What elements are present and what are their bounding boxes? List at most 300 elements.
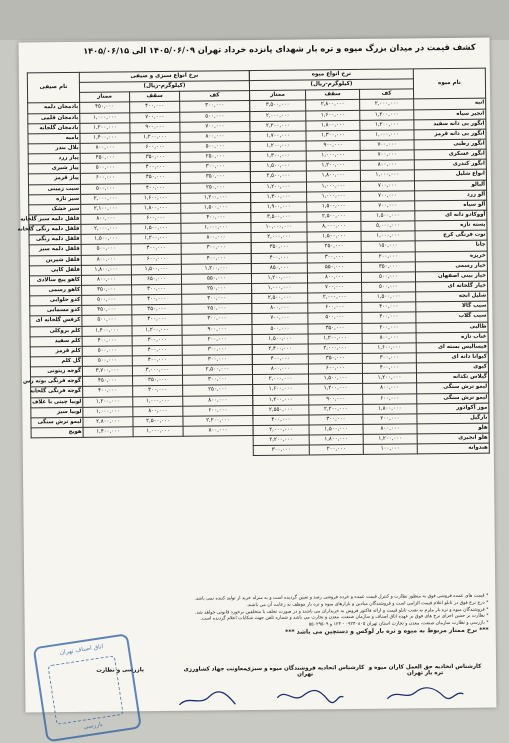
note-premium: *** نرخ ممتاز مربوط به میوه و تره بار لوکس و دستچین می باشد *** [285, 626, 489, 636]
item-name-cell: شلیل انجه [416, 291, 488, 302]
signature-scribble-left [175, 690, 245, 709]
price-premium-cell: ۱,۸۰۰,۰۰۰ [81, 264, 131, 275]
price-min-cell: ۳۰۰,۰۰۰ [182, 294, 252, 305]
price-premium-cell: ۸۰۰,۰۰۰ [252, 364, 308, 375]
item-name-cell: کدو مسمایی [30, 306, 82, 317]
price-premium-cell: ۱,۲۰۰,۰۰۰ [253, 394, 309, 405]
price-premium-cell: ۵۰۰,۰۰۰ [82, 315, 132, 326]
price-max-cell: ۳۵۰,۰۰۰ [130, 152, 180, 163]
price-min-cell: ۲۵۰,۰۰۰ [183, 385, 253, 396]
item-name-cell: انگور بی دانه سفید [414, 119, 486, 130]
item-name-cell: سیر تازه [29, 194, 81, 205]
notes-section [32, 594, 488, 640]
price-max-cell: ۴۰۰,۰۰۰ [131, 183, 181, 194]
signature-title-far-left: بازرسی و نظارت [96, 667, 144, 674]
price-min-cell: ۵۰۰,۰۰۰ [362, 282, 416, 293]
price-min-cell: ۷۰۰,۰۰۰ [180, 121, 250, 132]
price-min-cell: ۵۰۰,۰۰۰ [180, 142, 250, 153]
table-row [31, 425, 253, 437]
price-premium-cell: ۲,۰۰۰,۰۰۰ [251, 232, 307, 243]
item-name-cell: فلفل دلمه رنگی [29, 235, 81, 246]
price-premium-cell: ۱,۳۰۰,۰۰۰ [250, 151, 306, 162]
item-name-cell: نارگیل [417, 413, 489, 424]
item-name-cell: کلم قرمز [30, 346, 82, 357]
price-max-cell: ۶۰۰,۰۰۰ [130, 142, 180, 153]
price-premium-cell: ۲,۰۰۰,۰۰۰ [250, 111, 306, 122]
price-max-cell: ۱,۵۰۰,۰۰۰ [307, 201, 361, 212]
item-name-cell: کاهو رسمی [30, 285, 82, 296]
price-min-cell: ۲۵۰,۰۰۰ [181, 182, 251, 193]
price-max-cell: ۱,۵۰۰,۰۰۰ [131, 223, 181, 234]
item-name-cell: انواع شلیل [414, 169, 486, 180]
item-name-cell: خیار گلخانه ای [416, 281, 488, 292]
fruit-min-header: کف [360, 89, 414, 100]
note-line: * بازرسی و نظارت سازمان صنعت، معدن و تجارت استان تهران ۰۹۲۴۰۸۰۵ - ۱۲۴ و ۵۵۰۲۹۵۰۹ [308, 620, 489, 628]
price-max-cell: ۱,۸۰۰,۰۰۰ [131, 203, 181, 214]
note-line: * درج نرخ فوق در تابلو اعلام قیمت الزامی است و فروشندگان میادین و بازارهای میوه و تره بار موظف به رعایت آن می باشند. [246, 600, 489, 608]
price-premium-cell: ۲,۵۰۰,۰۰۰ [252, 293, 308, 304]
price-max-cell: ۴۰۰,۰۰۰ [130, 163, 180, 174]
price-min-cell: ۲,۲۰۰,۰۰۰ [183, 415, 253, 426]
price-premium-cell: ۱,۷۰۰,۰۰۰ [250, 131, 306, 142]
price-max-cell: ۶۵۰,۰۰۰ [131, 274, 181, 285]
price-min-cell: ۱,۵۰۰,۰۰۰ [361, 211, 415, 222]
price-max-cell: ۴۵۰,۰۰۰ [130, 173, 180, 184]
price-min-cell: ۱,۰۰۰,۰۰۰ [361, 231, 415, 242]
price-min-cell: ۲۰۰,۰۰۰ [361, 251, 415, 262]
price-premium-cell: ۲,۴۰۰,۰۰۰ [252, 344, 308, 355]
item-name-cell: سیب گالا [416, 301, 488, 312]
price-min-cell: ۹۰۰,۰۰۰ [182, 324, 252, 335]
price-premium-cell: ۲,۱۰۰,۰۰۰ [81, 204, 131, 215]
price-min-cell: ۲۵۰,۰۰۰ [180, 152, 250, 163]
price-max-cell: ۱,۲۰۰,۰۰۰ [308, 333, 362, 344]
price-premium-cell: ۳۵۰,۰۰۰ [251, 242, 307, 253]
price-max-cell: ۶۰۰,۰۰۰ [131, 254, 181, 265]
price-premium-cell: ۴۵۰,۰۰۰ [80, 102, 130, 113]
price-premium-cell: ۱,۲۰۰,۰۰۰ [80, 123, 130, 134]
price-max-cell: ۲,۸۰۰,۰۰۰ [306, 100, 360, 111]
signature-title-middle: کارشناس اتحادیه فروشندگان میوه و سبزی تهران [245, 664, 365, 678]
price-max-cell: ۱,۵۰۰,۰۰۰ [309, 424, 363, 435]
price-min-cell: ۳۰۰,۰۰۰ [182, 344, 252, 355]
price-premium-cell: ۴۰۰,۰۰۰ [253, 415, 309, 426]
price-min-cell: ۲,۵۰۰,۰۰۰ [182, 365, 252, 376]
price-max-cell: ۴۰۰,۰۰۰ [132, 345, 182, 356]
price-premium-cell: ۸۰۰,۰۰۰ [81, 214, 131, 225]
price-max-cell: ۱,۲۰۰,۰۰۰ [306, 161, 360, 172]
item-name-cell: انگور بی دانه قرمز [414, 129, 486, 140]
price-max-cell: ۳۵۰,۰۰۰ [308, 323, 362, 334]
item-name-cell: بادمجان دلمه [28, 103, 80, 114]
item-name-cell: پیاز شیری [28, 164, 80, 175]
veg-unit-header: (کیلوگرم-ریال) [79, 81, 249, 93]
price-max-cell: ۳۰۰,۰۰۰ [133, 386, 183, 397]
price-premium-cell: ۲,۰۰۰,۰۰۰ [252, 374, 308, 385]
item-name-cell: فلفل شیرین [29, 255, 81, 266]
item-name-cell: انگور عسکری [414, 149, 486, 160]
item-name-cell: انجیر سیاه [414, 109, 486, 120]
price-premium-cell: ۱,۴۰۰,۰۰۰ [80, 133, 130, 144]
price-min-cell: ۱,۶۰۰,۰۰۰ [362, 343, 416, 354]
item-name-cell: آووکادو دانه ای [415, 210, 487, 221]
price-premium-cell: ۴۰۰,۰۰۰ [83, 386, 133, 397]
item-name-cell: خیار بینی اصفهان [415, 271, 487, 282]
table-row [253, 443, 489, 456]
price-max-cell: ۹۰۰,۰۰۰ [306, 140, 360, 151]
item-name-cell: سیب زمینی [28, 184, 80, 195]
item-name-cell: بادمجان گلخانه [28, 123, 80, 134]
item-name-cell: کدو حلوایی [30, 295, 82, 306]
price-min-cell: ۱,۵۰۰,۰۰۰ [181, 202, 251, 213]
item-name-cell: بامیه [28, 133, 80, 144]
price-premium-cell: ۱,۰۰۰,۰۰۰ [83, 406, 133, 417]
price-premium-cell: ۳۰۰,۰۰۰ [253, 445, 309, 456]
price-max-cell: ۱,۲۰۰,۰۰۰ [131, 234, 181, 245]
price-min-cell: ۸۰۰,۰۰۰ [363, 383, 417, 394]
document-title: کشف قیمت در میدان بزرگ میوه و تره بار شهدای پانزده خرداد تهران ۱۴۰۵/۰۶/۰۹ الی ۱۴۰۵/۰۶/۱۵ [83, 41, 476, 56]
item-name-cell: کاهو پیچ سالادی [29, 275, 81, 286]
price-max-cell: ۸۰۰,۰۰۰ [133, 406, 183, 417]
price-min-cell: ۳۰۰,۰۰۰ [183, 375, 253, 386]
price-min-cell: ۱,۲۰۰,۰۰۰ [360, 120, 414, 131]
price-max-cell: ۱,۲۰۰,۰۰۰ [130, 132, 180, 143]
item-name-cell: لیمو ترش سنگی [417, 393, 489, 404]
item-name-cell: لوبیا سبز [31, 407, 83, 418]
fruit-premium-header: ممتاز [250, 90, 306, 101]
price-min-cell: ۱,۸۰۰,۰۰۰ [363, 403, 417, 414]
item-name-cell: فلفل دلمه سبز [29, 245, 81, 256]
item-name-cell: آلو زرد [415, 190, 487, 201]
price-min-cell: ۱,۰۰۰,۰۰۰ [181, 223, 251, 234]
note-line: * فروشندگان میوه و تره بار ملزم به نصب تابلو قیمت و ارائه فاکتور فروش به خریداران می باشند و در صورت تخلف با متخلفین برخورد قانونی خواهد شد. [194, 607, 489, 616]
price-min-cell: ۳۰۰,۰۰۰ [180, 162, 250, 173]
price-min-cell: ۳۰۰,۰۰۰ [181, 243, 251, 254]
price-premium-cell: ۱,۲۰۰,۰۰۰ [83, 396, 133, 407]
item-name-cell: هلو [417, 423, 489, 434]
fruit-max-header: سقف [306, 90, 360, 101]
price-premium-cell: ۵۰۰,۰۰۰ [81, 244, 131, 255]
veg-premium-header: ممتاز [80, 92, 130, 103]
item-name-cell: خربزه [415, 251, 487, 262]
stamp-inner-frame [47, 655, 123, 724]
signature-title-left: معاونت جهاد کشاورزی [183, 666, 247, 673]
item-name-cell: فلفل کاپی [29, 265, 81, 276]
price-max-cell: ۴۰۰,۰۰۰ [132, 355, 182, 366]
price-max-cell: ۲۵۰,۰۰۰ [307, 242, 361, 253]
price-min-cell: ۱۵۰,۰۰۰ [361, 241, 415, 252]
item-name-cell: پسته تازه [415, 220, 487, 231]
price-max-cell: ۱,۲۰۰,۰۰۰ [132, 325, 182, 336]
price-min-cell: ۵۵۰,۰۰۰ [181, 273, 251, 284]
price-premium-cell: ۲,۲۰۰,۰۰۰ [253, 435, 309, 446]
price-max-cell: ۱,۸۰۰,۰۰۰ [306, 171, 360, 182]
price-premium-cell: ۱,۲۰۰,۰۰۰ [251, 273, 307, 284]
price-premium-cell: ۷۰۰,۰۰۰ [252, 313, 308, 324]
price-max-cell: ۱,۶۰۰,۰۰۰ [306, 110, 360, 121]
price-premium-cell: ۱,۴۰۰,۰۰۰ [82, 325, 132, 336]
price-min-cell: ۴۰۰,۰۰۰ [362, 302, 416, 313]
price-min-cell: ۵,۰۰۰,۰۰۰ [361, 221, 415, 232]
price-max-cell: ۳,۰۰۰,۰۰۰ [132, 365, 182, 376]
item-name-cell: فیسالیس بسته ای [416, 342, 488, 353]
price-min-cell: ۱,۰۰۰,۰۰۰ [360, 170, 414, 181]
fruit-price-table [249, 68, 490, 457]
price-min-cell: ۲۵۰,۰۰۰ [182, 304, 252, 315]
price-premium-cell: ۵۰۰,۰۰۰ [80, 163, 130, 174]
veg-max-header: سقف [130, 92, 180, 103]
price-min-cell: ۲۵۰,۰۰۰ [182, 284, 252, 295]
price-min-cell: ۱,۲۰۰,۰۰۰ [181, 263, 251, 274]
price-max-cell: ۲,۲۰۰,۰۰۰ [309, 404, 363, 415]
fruit-name-header: نام میوه [413, 68, 485, 99]
item-name-cell: پیاز قرمز [28, 174, 80, 185]
price-max-cell: ۴۰۰,۰۰۰ [132, 315, 182, 326]
price-max-cell: ۱,۸۰۰,۰۰۰ [309, 434, 363, 445]
price-max-cell: ۸۰۰,۰۰۰ [307, 272, 361, 283]
price-min-cell: ۷۰۰,۰۰۰ [361, 191, 415, 202]
price-max-cell: ۳۰۰,۰۰۰ [132, 284, 182, 295]
item-name-cell: خیار رسمی [415, 261, 487, 272]
price-premium-cell: ۸۵۰,۰۰۰ [251, 263, 307, 274]
price-min-cell: ۱,۲۰۰,۰۰۰ [181, 192, 251, 203]
price-max-cell: ۶۰۰,۰۰۰ [131, 213, 181, 224]
price-max-cell: ۴۰۰,۰۰۰ [130, 102, 180, 113]
price-premium-cell: ۱,۵۰۰,۰۰۰ [252, 334, 308, 345]
price-premium-cell: ۲,۰۰۰,۰۰۰ [81, 194, 131, 205]
price-max-cell: ۱,۸۰۰,۰۰۰ [306, 120, 360, 131]
price-max-cell: ۳۵۰,۰۰۰ [308, 353, 362, 364]
signature-scribble-right [385, 686, 465, 703]
price-premium-cell: ۱,۳۰۰,۰۰۰ [251, 192, 307, 203]
price-premium-cell: ۲,۰۰۰,۰۰۰ [81, 224, 131, 235]
price-max-cell: ۹۰۰,۰۰۰ [309, 394, 363, 405]
price-min-cell: ۳۰۰,۰۰۰ [182, 354, 252, 365]
price-min-cell: ۳۰۰,۰۰۰ [180, 101, 250, 112]
item-name-cell: گل کلم [30, 356, 82, 367]
price-premium-cell: ۱,۲۰۰,۰۰۰ [250, 141, 306, 152]
item-name-cell: انگور رطبی [414, 139, 486, 150]
price-max-cell: ۱,۲۰۰,۰۰۰ [309, 384, 363, 395]
price-min-cell: ۳۰۰,۰۰۰ [362, 312, 416, 323]
item-name-cell: کرفس گلخانه ای [30, 316, 82, 327]
signature-scribble-middle [275, 687, 345, 704]
item-name-cell: طالبی [416, 322, 488, 333]
price-premium-cell: ۵۰۰,۰۰۰ [82, 356, 132, 367]
price-min-cell: ۷۰۰,۰۰۰ [360, 180, 414, 191]
price-max-cell: ۸,۰۰۰,۰۰۰ [307, 222, 361, 233]
photo-background-top [0, 0, 509, 40]
price-premium-cell: ۲,۸۰۰,۰۰۰ [83, 417, 133, 428]
price-min-cell: ۷۰۰,۰۰۰ [360, 150, 414, 161]
item-name-cell: فلفل دلمه سبز گلخانه [29, 214, 81, 225]
item-name-cell: فلفل دلمه رنگی گلخانه [29, 224, 81, 235]
price-min-cell: ۱,۵۰۰,۰۰۰ [362, 292, 416, 303]
price-premium-cell: ۸۰۰,۰۰۰ [81, 254, 131, 265]
price-min-cell: ۸۰۰,۰۰۰ [360, 160, 414, 171]
item-name-cell: عناب تازه [416, 332, 488, 343]
item-name-cell: گوجه فرنگی گلخانه [31, 387, 83, 398]
item-name-cell: جانا [415, 240, 487, 251]
price-premium-cell: ۴۰۰,۰۰۰ [82, 335, 132, 346]
price-premium-cell: ۱,۴۰۰,۰۰۰ [83, 427, 133, 438]
item-name-cell: کیوانا دانه ای [416, 352, 488, 363]
price-premium-cell: ۱,۲۰۰,۰۰۰ [250, 182, 306, 193]
price-premium-cell: ۴۰۰,۰۰۰ [251, 253, 307, 264]
price-premium-cell: ۸۰۰,۰۰۰ [252, 303, 308, 314]
price-min-cell: ۴۰۰,۰۰۰ [181, 253, 251, 264]
price-premium-cell: ۵۰۰,۰۰۰ [82, 295, 132, 306]
price-max-cell: ۱,۵۰۰,۰۰۰ [307, 232, 361, 243]
price-min-cell: ۱۰۰,۰۰۰ [363, 444, 417, 455]
item-name-cell: موز آکوادور [417, 403, 489, 414]
price-premium-cell: ۱,۶۰۰,۰۰۰ [253, 384, 309, 395]
price-min-cell: ۱,۰۰۰,۰۰۰ [360, 130, 414, 141]
price-premium-cell: ۳,۵۰۰,۰۰۰ [251, 212, 307, 223]
item-name-cell: کلم بروکلی [30, 326, 82, 337]
price-premium-cell: ۲,۵۵۰,۰۰۰ [253, 405, 309, 416]
price-max-cell: ۳۵۰,۰۰۰ [132, 305, 182, 316]
price-max-cell: ۷۰۰,۰۰۰ [130, 112, 180, 123]
price-max-cell: ۹۰۰,۰۰۰ [130, 122, 180, 133]
item-name-cell: لوبیا چیتی با غلاف [31, 397, 83, 408]
official-stamp [33, 633, 142, 742]
item-name-cell: بادمجان قلمی [28, 113, 80, 124]
item-name-cell: گیلاس تکدانه [416, 372, 488, 383]
price-max-cell: ۳۰۰,۰۰۰ [132, 335, 182, 346]
item-name-cell: توت فرنگی کرج [415, 230, 487, 241]
item-name-cell: سیب گلاب [416, 311, 488, 322]
price-premium-cell: ۶۰۰,۰۰۰ [80, 173, 130, 184]
item-name-cell: لیمو ترش سنگی [31, 417, 83, 428]
price-max-cell: ۱,۰۰۰,۰۰۰ [306, 151, 360, 162]
item-name-cell: کلم سفید [30, 336, 82, 347]
item-name-cell: هندوانه [417, 443, 489, 454]
price-min-cell: ۱,۲۰۰,۰۰۰ [360, 109, 414, 120]
item-name-cell: لیمو ترش سنگی [417, 382, 489, 393]
price-premium-cell: ۵۰۰,۰۰۰ [80, 183, 130, 194]
price-min-cell: ۵۰۰,۰۰۰ [361, 272, 415, 283]
price-max-cell: ۲,۵۰۰,۰۰۰ [133, 416, 183, 427]
price-max-cell: ۷۰۰,۰۰۰ [308, 282, 362, 293]
price-max-cell: ۶۰۰,۰۰۰ [308, 303, 362, 314]
price-min-cell: ۸۰۰,۰۰۰ [183, 395, 253, 406]
price-max-cell: ۳۰۰,۰۰۰ [307, 252, 361, 263]
price-max-cell: ۵۰۰,۰۰۰ [308, 313, 362, 324]
vegetable-price-table [17, 70, 254, 438]
price-min-cell: ۸۰۰,۰۰۰ [180, 131, 250, 142]
price-max-cell: ۶۰۰,۰۰۰ [308, 363, 362, 374]
price-min-cell: ۸۰۰,۰۰۰ [181, 233, 251, 244]
note-line: * نظارت بر حسن اجرای نرخ های فوق بر عهده اتاق اصناف و سازمان صنعت، معدن و تجارت می باشد و شماره تلفن جهت شکایات اعلام گردیده است. [200, 613, 489, 623]
price-premium-cell: ۳,۵۰۰,۰۰۰ [250, 100, 306, 111]
price-document [17, 38, 497, 731]
price-min-cell: ۳۰۰,۰۰۰ [362, 353, 416, 364]
price-min-cell: ۳۵۰,۰۰۰ [361, 262, 415, 273]
price-min-cell: ۵۰۰,۰۰۰ [180, 111, 250, 122]
price-max-cell: ۱,۳۰۰,۰۰۰ [306, 130, 360, 141]
item-name-cell: انبه [414, 99, 486, 110]
price-max-cell: ۳۵۰,۰۰۰ [133, 376, 183, 387]
price-min-cell: ۳۰۰,۰۰۰ [182, 314, 252, 325]
item-name-cell: کیوی [416, 362, 488, 373]
price-premium-cell: ۸۰۰,۰۰۰ [80, 143, 130, 154]
price-premium-cell: ۴۵۰,۰۰۰ [83, 376, 133, 387]
price-premium-cell: ۳۵۰,۰۰۰ [82, 285, 132, 296]
price-min-cell: ۲۰۰,۰۰۰ [182, 334, 252, 345]
price-max-cell: ۵۵۰,۰۰۰ [307, 262, 361, 273]
item-name-cell: هویج [31, 427, 83, 438]
price-max-cell: ۱,۶۰۰,۰۰۰ [131, 193, 181, 204]
price-premium-cell: ۲,۰۰۰,۰۰۰ [253, 425, 309, 436]
price-min-cell: ۳۵۰,۰۰۰ [180, 172, 250, 183]
price-min-cell: ۴۰۰,۰۰۰ [362, 363, 416, 374]
item-name-cell: انگور کندری [414, 159, 486, 170]
veg-min-header: کف [180, 91, 250, 102]
price-min-cell: ۸۰۰,۰۰۰ [363, 424, 417, 435]
price-min-cell: ۲,۰۰۰,۰۰۰ [360, 99, 414, 110]
price-max-cell: ۱,۰۰۰,۰۰۰ [133, 396, 183, 407]
price-max-cell: ۲,۰۰۰,۰۰۰ [308, 343, 362, 354]
price-max-cell: ۴۰۰,۰۰۰ [132, 294, 182, 305]
item-name-cell: آلو سیاه [415, 200, 487, 211]
price-max-cell: ۱,۵۰۰,۰۰۰ [131, 264, 181, 275]
price-min-cell: ۶۰۰,۰۰۰ [363, 393, 417, 404]
price-min-cell: ۸۰۰,۰۰۰ [362, 332, 416, 343]
price-max-cell: ۴۰۰,۰۰۰ [131, 244, 181, 255]
item-name-cell: پیاز زرد [28, 153, 80, 164]
price-min-cell: ۷۰۰,۰۰۰ [360, 140, 414, 151]
price-max-cell: ۱,۵۰۰,۰۰۰ [308, 374, 362, 385]
price-max-cell: ۱,۰۰۰,۰۰۰ [133, 426, 183, 437]
price-premium-cell: ۴۰۰,۰۰۰ [252, 354, 308, 365]
veg-name-header: نام صیفی [27, 72, 79, 103]
price-max-cell: ۲,۵۰۰,۰۰۰ [307, 211, 361, 222]
price-max-cell: ۱,۰۰۰,۰۰۰ [307, 191, 361, 202]
price-premium-cell: ۱,۰۰۰,۰۰۰ [252, 283, 308, 294]
item-name-cell: گوجه زیتونی [30, 366, 82, 377]
item-name-cell: بلال بندر [28, 143, 80, 154]
price-min-cell: ۱,۲۰۰,۰۰۰ [362, 373, 416, 384]
item-name-cell: آلبالو [414, 180, 486, 191]
item-name-cell: هلو انجیری [417, 433, 489, 444]
note-line: * قیمت های عمده فروشی فوق به منظور نظارت و کنترل قیمت عمده و خرده فروشی رصد و تعیین گردیده است و به منزله خرید از تولید کننده نمی باشد. [194, 593, 489, 602]
price-premium-cell: ۴۵۰,۰۰۰ [82, 305, 132, 316]
price-premium-cell: ۸۰۰,۰۰۰ [81, 275, 131, 286]
price-min-cell: ۴۰۰,۰۰۰ [181, 213, 251, 224]
signature-title-right: کارشناس اتحادیه حق العمل کاران میوه و تره بار تهران [368, 663, 482, 677]
price-premium-cell: ۱,۰۰۰,۰۰۰ [80, 112, 130, 123]
price-max-cell: ۲۰۰,۰۰۰ [309, 445, 363, 456]
fruit-group-header: نرخ انواع میوه [249, 69, 413, 81]
price-max-cell: ۳۰۰,۰۰۰ [309, 414, 363, 425]
price-premium-cell: ۵۰۰,۰۰۰ [252, 323, 308, 334]
price-premium-cell: ۲,۲۰۰,۰۰۰ [250, 121, 306, 132]
price-min-cell: ۶۰۰,۰۰۰ [183, 405, 253, 416]
price-premium-cell: ۱,۵۰۰,۰۰۰ [250, 161, 306, 172]
stamp-text-top: اتاق اصناف تهران [59, 642, 104, 657]
price-premium-cell: ۲,۵۰۰,۰۰۰ [250, 171, 306, 182]
veg-group-header: نرخ انواع سبزی و صیفی [79, 71, 249, 83]
price-min-cell: ۸۰۰,۰۰۰ [183, 425, 253, 436]
price-max-cell: ۱,۰۰۰,۰۰۰ [306, 181, 360, 192]
price-max-cell: ۲,۰۰۰,۰۰۰ [308, 292, 362, 303]
item-name-cell: سیر خشک [29, 204, 81, 215]
item-name-cell: گوجه فرنگی بوته رس [31, 377, 83, 388]
price-premium-cell: ۳,۷۰۰,۰۰۰ [82, 366, 132, 377]
price-premium-cell: ۴۵۰,۰۰۰ [80, 153, 130, 164]
price-premium-cell: ۵۰۰,۰۰۰ [82, 346, 132, 357]
